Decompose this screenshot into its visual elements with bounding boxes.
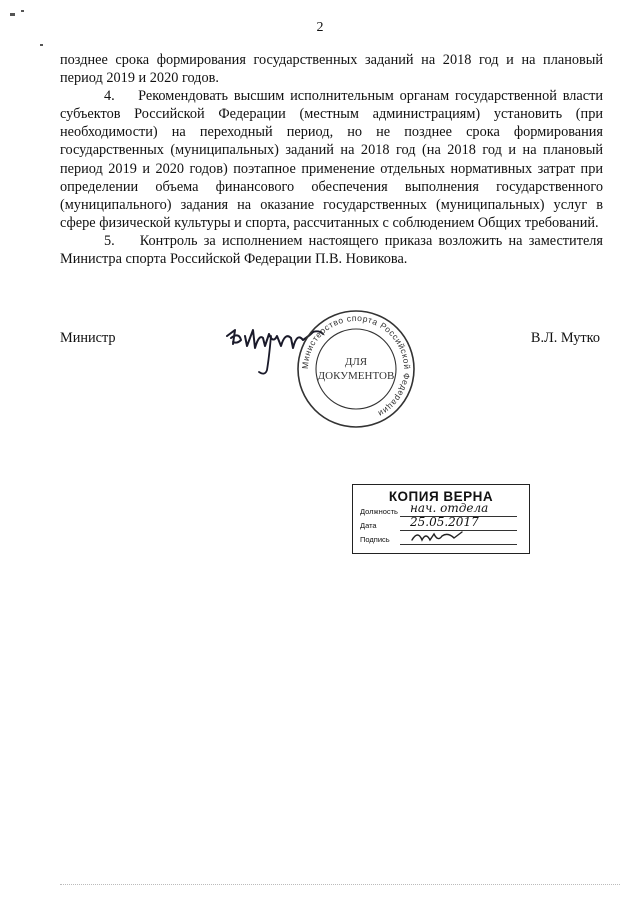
signer-name: В.Л. Мутко	[530, 330, 600, 346]
scan-noise-line	[60, 882, 620, 885]
seal-center-line1: ДЛЯ	[344, 356, 368, 368]
scan-speck	[40, 44, 43, 46]
scan-speck	[10, 13, 15, 16]
stamp-signature-label: Подпись	[360, 535, 390, 544]
stamp-signature-row	[360, 532, 529, 546]
paragraph-item-4: 4. Рекомендовать высшим исполнительным органам государственной власти субъектов Российской Федерации (местным администрациям) установить (при необходимости) на переходный период, но не позднее срока формирования государственных (муниципальных) заданий на 2018 год (на 2018 год и на плановый период 2019 и 2020 годов) поэтапное применение отдельных нормативных затрат при определении объема финансового обеспечения выполнения государственного (муниципального) задания на оказание государственных (муниципальных) услуг в сфере физической культуры и спорта, рассчитанных с соблюдением Общих требований.	[60, 88, 603, 231]
stamp-position-label: Должность	[360, 507, 398, 516]
paragraph-continuation: позднее срока формирования государственных заданий на 2018 год и на плановый период 2019 и 2020 годов.	[60, 52, 603, 87]
copy-verified-stamp	[352, 484, 530, 554]
stamp-date-value: 25.05.2017	[410, 515, 479, 529]
seal-center-line2: ДОКУМЕНТОВ	[317, 370, 395, 382]
stamp-date-label: Дата	[360, 521, 377, 530]
page-number: 2	[316, 20, 324, 35]
scan-speck	[21, 10, 24, 12]
stamp-position-value: нач. отдела	[410, 501, 489, 515]
stamp-handwritten-signature	[410, 528, 470, 546]
seal-ring-text: Министерство спорта Российской Федерации	[299, 312, 413, 420]
paragraph-item-5: 5. Контроль за исполнением настоящего приказа возложить на заместителя Министра спорта Российской Федерации П.В. Новикова.	[60, 232, 603, 268]
signer-title: Министр	[60, 330, 116, 346]
document-body	[60, 51, 603, 268]
stamp-title: КОПИЯ ВЕРНА	[388, 489, 494, 504]
official-seal	[295, 308, 417, 430]
